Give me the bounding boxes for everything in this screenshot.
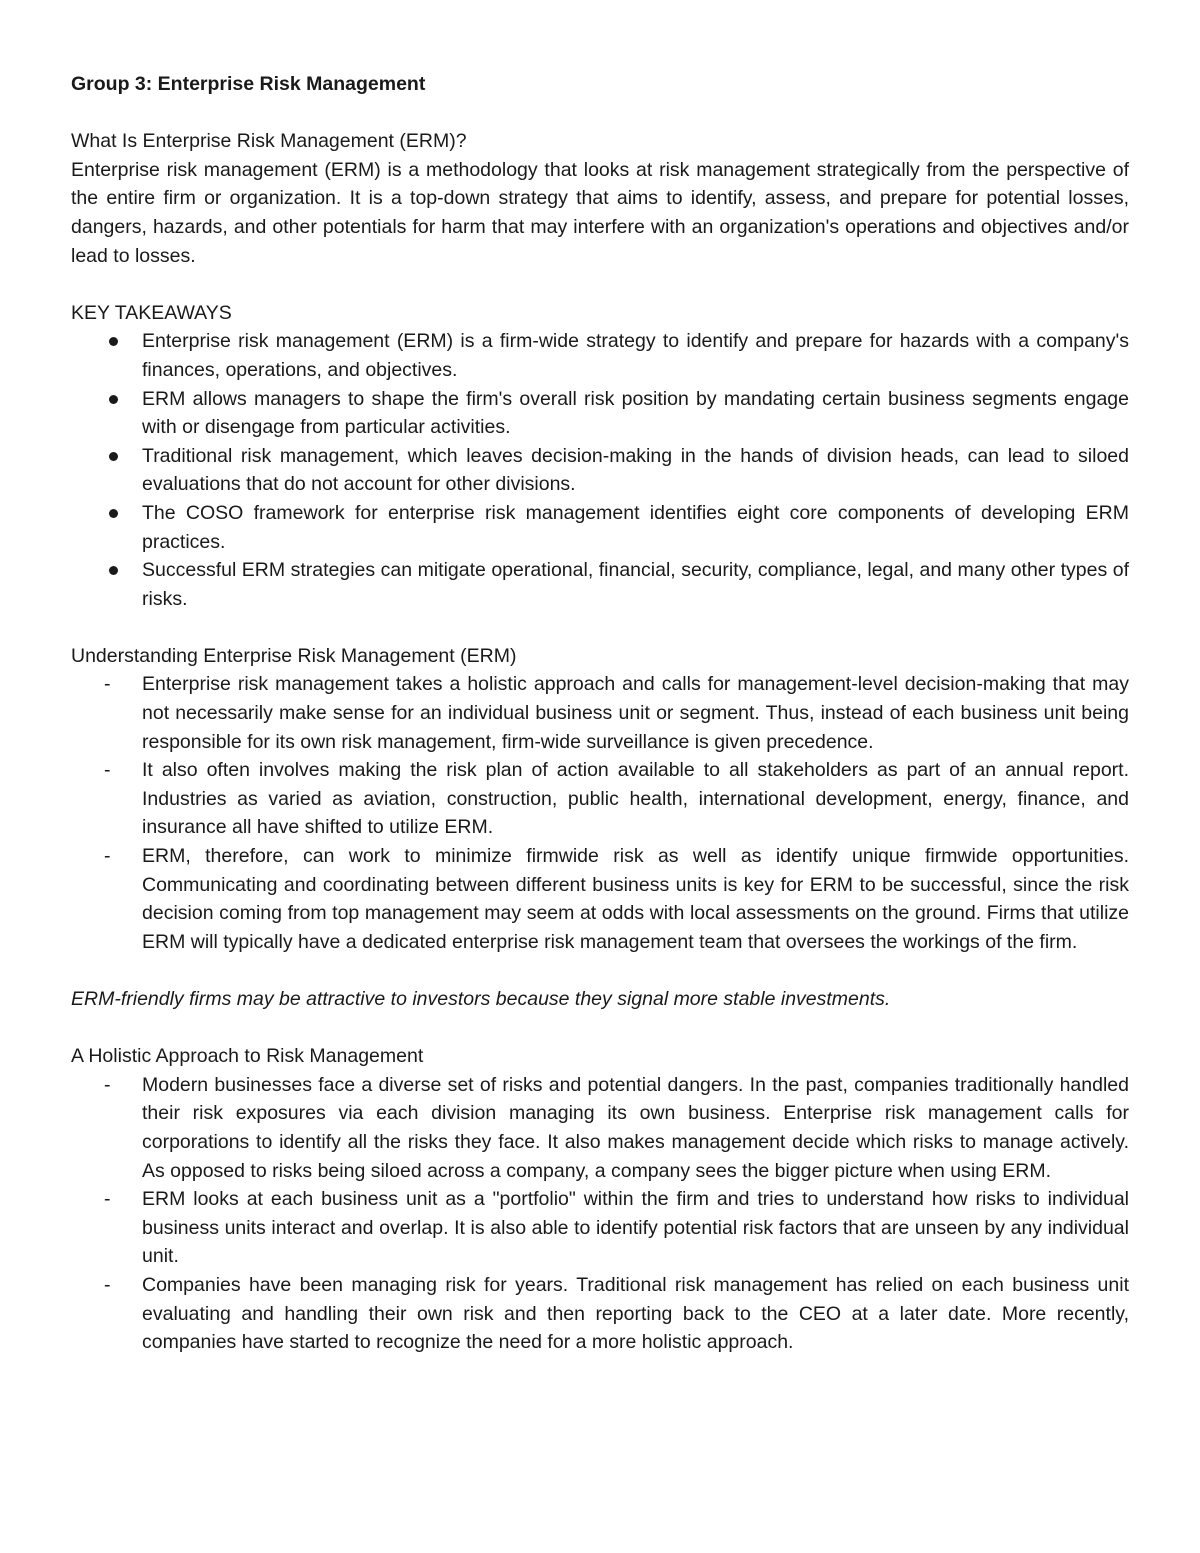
list-item-text: Successful ERM strategies can mitigate operational, financial, security, compliance, legal, and many other types of risks. [142, 559, 1129, 610]
bullet-icon [109, 337, 118, 346]
list-item-text: It also often involves making the risk plan of action available to all stakeholders as part of an annual report. Industries as varied as aviation, construction, public health, international development, energy, finance, and insurance all have shifted to utilize ERM. [142, 759, 1129, 839]
dash-marker: - [104, 845, 111, 868]
list-item [71, 1271, 1129, 1357]
section-heading-understanding: Understanding Enterprise Risk Management (ERM) [71, 644, 517, 667]
section-heading-what-is: What Is Enterprise Risk Management (ERM)? [71, 130, 467, 153]
list-item [71, 327, 1129, 384]
dash-marker: - [104, 1073, 111, 1096]
list-item-text: Traditional risk management, which leaves decision-making in the hands of division heads, can lead to siloed evaluations that do not account for other divisions. [142, 444, 1129, 496]
list-item-text: The COSO framework for enterprise risk management identifies eight core components of developing ERM practices. [142, 501, 1129, 553]
bullet-icon [109, 452, 118, 461]
section-heading-holistic: A Holistic Approach to Risk Management [71, 1045, 424, 1068]
document-page [71, 70, 1129, 1357]
document-title: Group 3: Enterprise Risk Management [71, 73, 426, 95]
italic-note: ERM-friendly firms may be attractive to investors because they signal more stable investments. [71, 988, 891, 1010]
spacer [71, 956, 1129, 985]
list-item [71, 842, 1129, 956]
list-item-text: Companies have been managing risk for years. Traditional risk management has relied on each business unit evaluating and handling their own risk and then reporting back to the CEO at a later date. More recently, companies have started to recognize the need for a more holistic approach. [142, 1273, 1129, 1354]
paragraph-what-is: Enterprise risk management (ERM) is a methodology that looks at risk management strategically from the perspective of the entire firm or organization. It is a top-down strategy that aims to identify, assess, and prepare for potential losses, dangers, hazards, and other potentials for harm that may interfere with an organization's operations and objectives and/or lead to losses. [71, 158, 1129, 267]
dash-marker: - [104, 673, 111, 696]
list-item [71, 1071, 1129, 1185]
spacer [71, 613, 1129, 642]
spacer [71, 99, 1129, 128]
key-takeaways-list [71, 327, 1129, 613]
list-item [71, 385, 1129, 442]
bullet-icon [109, 395, 118, 404]
list-item [71, 442, 1129, 499]
list-item [71, 670, 1129, 756]
understanding-list [71, 670, 1129, 956]
bullet-icon [109, 566, 118, 575]
list-item-text: ERM looks at each business unit as a "portfolio" within the firm and tries to understand how risks to individual business units interact and overlap. It is also able to identify potential risk factors that are unseen by any individual unit. [142, 1188, 1129, 1268]
bullet-icon [109, 509, 118, 518]
section-heading-key-takeaways: KEY TAKEAWAYS [71, 301, 232, 324]
dash-marker: - [104, 1188, 111, 1211]
list-item [71, 756, 1129, 842]
list-item-text: ERM, therefore, can work to minimize firmwide risk as well as identify unique firmwide opportunities. Communicating and coordinating between different business units is key for ERM to be successful, since the risk decision coming from top management may seem at odds with local assessments on the ground. Firms that utilize ERM will typically have a dedicated enterprise risk management team that oversees the workings of the firm. [142, 845, 1129, 953]
holistic-list [71, 1071, 1129, 1357]
list-item-text: Enterprise risk management takes a holistic approach and calls for management-level decision-making that may not necessarily make sense for an individual business unit or segment. Thus, instead of each business unit being responsible for its own risk management, firm-wide surveillance is given precedence. [142, 673, 1129, 753]
dash-marker: - [104, 759, 111, 782]
list-item [71, 499, 1129, 556]
spacer [71, 1014, 1129, 1043]
list-item [71, 556, 1129, 613]
dash-marker: - [104, 1273, 111, 1296]
list-item-text: Modern businesses face a diverse set of risks and potential dangers. In the past, companies traditionally handled their risk exposures via each division managing its own business. Enterprise risk management calls for corporations to identify all the risks they face. It also makes management decide which risks to manage actively. As opposed to risks being siloed across a company, a company sees the bigger picture when using ERM. [142, 1073, 1129, 1182]
list-item-text: Enterprise risk management (ERM) is a firm-wide strategy to identify and prepare for hazards with a company's finances, operations, and objectives. [142, 330, 1129, 381]
list-item [71, 1185, 1129, 1271]
spacer [71, 270, 1129, 299]
list-item-text: ERM allows managers to shape the firm's overall risk position by mandating certain business segments engage with or disengage from particular activities. [142, 387, 1129, 439]
